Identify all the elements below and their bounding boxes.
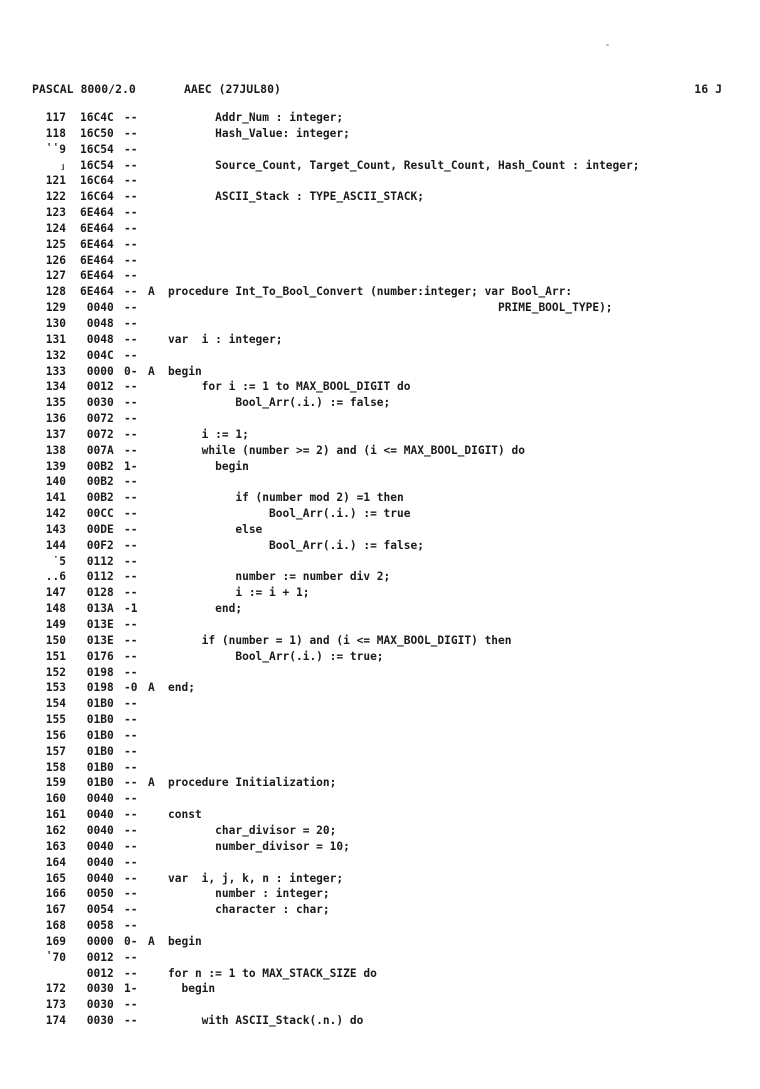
address: 01B0 — [80, 744, 114, 758]
listing-line — [32, 490, 732, 506]
line-number: 123 — [45, 206, 66, 220]
nesting-level: -- — [124, 111, 138, 124]
line-number: ⱼ — [59, 158, 66, 172]
page-header — [32, 80, 722, 98]
source-code: i := 1; — [168, 427, 249, 441]
listing-line — [32, 839, 732, 855]
address: 0040 — [80, 839, 114, 853]
nesting-level: -- — [124, 808, 138, 822]
address: 013E — [80, 633, 114, 647]
listing-line — [32, 807, 732, 823]
address: 0112 — [80, 570, 114, 584]
listing-line — [32, 379, 732, 395]
listing-line — [32, 126, 732, 142]
flag: A — [148, 934, 155, 948]
nesting-level: -- — [124, 903, 138, 917]
nesting-level: -- — [124, 475, 138, 489]
line-number: 152 — [45, 665, 66, 679]
line-number: 143 — [45, 522, 66, 536]
line-number: 148 — [45, 602, 66, 616]
address: 16C64 — [80, 190, 114, 204]
source-code: begin — [168, 364, 202, 378]
nesting-level: -- — [124, 839, 138, 853]
nesting-level: -- — [124, 760, 138, 774]
line-number: 164 — [45, 855, 66, 869]
address: 6E464 — [80, 269, 114, 283]
nesting-level: -- — [124, 427, 138, 441]
nesting-level: -- — [124, 713, 138, 727]
nesting-level: -- — [124, 237, 138, 251]
address: 0040 — [80, 871, 114, 885]
line-number: 147 — [45, 586, 66, 600]
address: 007A — [80, 443, 114, 457]
line-number: 122 — [45, 190, 66, 204]
listing-line — [32, 665, 732, 681]
nesting-level: -- — [124, 316, 138, 330]
listing-line — [32, 332, 732, 348]
listing-line — [32, 1013, 732, 1029]
nesting-level: -- — [124, 126, 138, 140]
listing-line — [32, 633, 732, 649]
line-number: 133 — [45, 364, 66, 378]
listing-line — [32, 617, 732, 633]
address: 0048 — [80, 316, 114, 330]
address: 0050 — [80, 887, 114, 901]
address: 004C — [80, 348, 114, 362]
flag: A — [148, 776, 155, 790]
address: 00B2 — [80, 459, 114, 473]
nesting-level: -- — [124, 871, 138, 885]
address: 01B0 — [80, 776, 114, 790]
address: 0030 — [80, 982, 114, 996]
address: 0176 — [80, 649, 114, 663]
source-code: char_divisor = 20; — [168, 823, 337, 837]
page-number: 16 J — [694, 82, 722, 96]
source-code: Hash_Value: integer; — [168, 126, 350, 140]
line-number: 142 — [45, 507, 66, 521]
nesting-level: -- — [124, 412, 138, 426]
source-code: var i : integer; — [168, 332, 283, 346]
listing-line — [32, 253, 732, 269]
address: 0112 — [80, 554, 114, 568]
source-code: Source_Count, Target_Count, Result_Count, Hash_Count : integer; — [168, 158, 640, 172]
address: 01B0 — [80, 713, 114, 727]
address: 01B0 — [80, 697, 114, 711]
listing-line — [32, 411, 732, 427]
source-listing — [32, 110, 732, 1029]
address: 16C64 — [80, 174, 114, 188]
nesting-level: -- — [124, 728, 138, 742]
line-number: 161 — [45, 808, 66, 822]
source-code: Bool_Arr(.i.) := false; — [168, 538, 424, 552]
line-number: 140 — [45, 475, 66, 489]
nesting-level: -- — [124, 348, 138, 362]
address: 0040 — [80, 808, 114, 822]
listing-line — [32, 142, 732, 158]
source-code: Bool_Arr(.i.) := true — [168, 507, 411, 521]
nesting-level: 1- — [124, 982, 138, 996]
line-number: 159 — [45, 776, 66, 790]
nesting-level: -- — [124, 142, 138, 156]
nesting-level: 1- — [124, 459, 138, 473]
address: 0048 — [80, 332, 114, 346]
nesting-level: -- — [124, 665, 138, 679]
nesting-level: 0- — [124, 364, 138, 378]
compiler-version: PASCAL 8000/2.0 — [32, 82, 136, 96]
source-code: end; — [168, 602, 243, 616]
listing-line — [32, 902, 732, 918]
line-number: 128 — [45, 285, 66, 299]
nesting-level: -- — [124, 855, 138, 869]
nesting-level: -- — [124, 697, 138, 711]
listing-line — [32, 205, 732, 221]
nesting-level: -- — [124, 507, 138, 521]
address: 00B2 — [80, 491, 114, 505]
line-number: ʽ70 — [45, 950, 66, 964]
source-code: begin — [168, 982, 216, 996]
listing-line — [32, 585, 732, 601]
source-code: var i, j, k, n : integer; — [168, 871, 344, 885]
line-number: 139 — [45, 459, 66, 473]
source-code: for i := 1 to MAX_BOOL_DIGIT do — [168, 380, 411, 394]
project-date: AAEC (27JUL80) — [184, 82, 281, 96]
listing-line — [32, 871, 732, 887]
line-number: 126 — [45, 253, 66, 267]
listing-line — [32, 886, 732, 902]
line-number: 130 — [45, 316, 66, 330]
listing-line — [32, 364, 732, 380]
nesting-level: -- — [124, 285, 138, 299]
address: 0058 — [80, 919, 114, 933]
address: 6E464 — [80, 253, 114, 267]
scan-speck — [606, 44, 609, 46]
nesting-level: -- — [124, 538, 138, 552]
nesting-level: -- — [124, 174, 138, 188]
listing-line — [32, 918, 732, 934]
listing-line — [32, 966, 732, 982]
line-number: 150 — [45, 633, 66, 647]
line-number: 117 — [45, 111, 66, 124]
nesting-level: -- — [124, 586, 138, 600]
nesting-level: -- — [124, 792, 138, 806]
source-code: number := number div 2; — [168, 570, 391, 584]
line-number: ˙5 — [52, 554, 66, 568]
listing-line — [32, 950, 732, 966]
address: 0198 — [80, 681, 114, 695]
line-number: 158 — [45, 760, 66, 774]
source-code: const — [168, 808, 202, 822]
line-number: 157 — [45, 744, 66, 758]
address: 6E464 — [80, 285, 114, 299]
listing-line — [32, 696, 732, 712]
line-number: ʽʽ9 — [45, 142, 66, 156]
listing-line — [32, 601, 732, 617]
listing-line — [32, 823, 732, 839]
address: 16C4C — [80, 111, 114, 124]
address: 0040 — [80, 823, 114, 837]
nesting-level: -- — [124, 443, 138, 457]
source-code: while (number >= 2) and (i <= MAX_BOOL_DIGIT) do — [168, 443, 525, 457]
nesting-level: -- — [124, 618, 138, 631]
nesting-level: -- — [124, 396, 138, 410]
listing-line — [32, 649, 732, 665]
nesting-level: -- — [124, 253, 138, 267]
line-number: 162 — [45, 823, 66, 837]
flag: A — [148, 364, 155, 378]
nesting-level: -- — [124, 332, 138, 346]
listing-line — [32, 395, 732, 411]
address: 16C54 — [80, 158, 114, 172]
line-number: 156 — [45, 728, 66, 742]
line-number: 172 — [45, 982, 66, 996]
listing-line — [32, 934, 732, 950]
address: 0040 — [80, 855, 114, 869]
nesting-level: -- — [124, 998, 138, 1012]
source-code: if (number mod 2) =1 then — [168, 491, 404, 505]
address: 00B2 — [80, 475, 114, 489]
nesting-level: -- — [124, 491, 138, 505]
listing-line — [32, 791, 732, 807]
listing-line — [32, 981, 732, 997]
nesting-level: -- — [124, 633, 138, 647]
source-code: Bool_Arr(.i.) := false; — [168, 396, 391, 410]
source-code: begin — [168, 934, 202, 948]
listing-line — [32, 189, 732, 205]
line-number: 144 — [45, 538, 66, 552]
source-code: if (number = 1) and (i <= MAX_BOOL_DIGIT) then — [168, 633, 512, 647]
listing-line — [32, 284, 732, 300]
line-number: 131 — [45, 332, 66, 346]
source-code: for n := 1 to MAX_STACK_SIZE do — [168, 966, 377, 980]
listing-line — [32, 237, 732, 253]
address: 0128 — [80, 586, 114, 600]
source-code: number_divisor = 10; — [168, 839, 350, 853]
address: 6E464 — [80, 221, 114, 235]
address: 0030 — [80, 1014, 114, 1028]
listing-line — [32, 474, 732, 490]
listing-line — [32, 760, 732, 776]
line-number: 149 — [45, 618, 66, 631]
address: 6E464 — [80, 206, 114, 220]
line-number: 154 — [45, 697, 66, 711]
nesting-level: -1 — [124, 602, 138, 616]
line-number: 160 — [45, 792, 66, 806]
nesting-level: 0- — [124, 934, 138, 948]
address: 6E464 — [80, 237, 114, 251]
line-number: 169 — [45, 934, 66, 948]
source-code: Bool_Arr(.i.) := true; — [168, 649, 384, 663]
source-code: number : integer; — [168, 887, 330, 901]
source-code: with ASCII_Stack(.n.) do — [168, 1014, 364, 1028]
line-number: 129 — [45, 301, 66, 315]
nesting-level: -- — [124, 522, 138, 536]
address: 01B0 — [80, 728, 114, 742]
line-number: 151 — [45, 649, 66, 663]
address: 0012 — [80, 380, 114, 394]
nesting-level: -- — [124, 380, 138, 394]
address: 16C54 — [80, 142, 114, 156]
nesting-level: -- — [124, 554, 138, 568]
nesting-level: -- — [124, 570, 138, 584]
address: 01B0 — [80, 760, 114, 774]
source-code: ASCII_Stack : TYPE_ASCII_STACK; — [168, 190, 424, 204]
line-number: 127 — [45, 269, 66, 283]
listing-line — [32, 173, 732, 189]
listing-line — [32, 268, 732, 284]
address: 0198 — [80, 665, 114, 679]
line-number: 118 — [45, 126, 66, 140]
source-code: begin — [168, 459, 249, 473]
nesting-level: -- — [124, 950, 138, 964]
listing-line — [32, 221, 732, 237]
line-number: 141 — [45, 491, 66, 505]
address: 0000 — [80, 934, 114, 948]
line-number: 155 — [45, 713, 66, 727]
line-number: 132 — [45, 348, 66, 362]
line-number: 174 — [45, 1014, 66, 1028]
line-number: 166 — [45, 887, 66, 901]
nesting-level: -- — [124, 776, 138, 790]
line-number: 138 — [45, 443, 66, 457]
nesting-level: -- — [124, 919, 138, 933]
nesting-level: -- — [124, 206, 138, 220]
listing-line — [32, 316, 732, 332]
nesting-level: -- — [124, 301, 138, 315]
listing-line — [32, 158, 732, 174]
line-number: 124 — [45, 221, 66, 235]
line-number: 168 — [45, 919, 66, 933]
address: 0072 — [80, 427, 114, 441]
nesting-level: -- — [124, 221, 138, 235]
nesting-level: -- — [124, 1014, 138, 1028]
listing-line — [32, 427, 732, 443]
line-number: 135 — [45, 396, 66, 410]
source-code: end; — [168, 681, 195, 695]
listing-line — [32, 443, 732, 459]
address: 013E — [80, 618, 114, 631]
nesting-level: -- — [124, 649, 138, 663]
address: 00CC — [80, 507, 114, 521]
nesting-level: -- — [124, 269, 138, 283]
listing-line — [32, 538, 732, 554]
nesting-level: -0 — [124, 681, 138, 695]
line-number: 137 — [45, 427, 66, 441]
address: 00DE — [80, 522, 114, 536]
nesting-level: -- — [124, 744, 138, 758]
listing-line — [32, 744, 732, 760]
address: 16C50 — [80, 126, 114, 140]
listing-line — [32, 300, 732, 316]
listing-line — [32, 506, 732, 522]
line-number: 165 — [45, 871, 66, 885]
listing-line — [32, 554, 732, 570]
line-number: 121 — [45, 174, 66, 188]
source-code: Addr_Num : integer; — [168, 111, 344, 124]
nesting-level: -- — [124, 190, 138, 204]
line-number: 173 — [45, 998, 66, 1012]
listing-line — [32, 110, 732, 126]
source-code: else — [168, 522, 263, 536]
address: 0054 — [80, 903, 114, 917]
listing-line — [32, 728, 732, 744]
line-number: 125 — [45, 237, 66, 251]
line-number: 167 — [45, 903, 66, 917]
listing-line — [32, 680, 732, 696]
address: 0040 — [80, 301, 114, 315]
listing-line — [32, 855, 732, 871]
source-code: PRIME_BOOL_TYPE); — [168, 301, 613, 315]
line-number: 153 — [45, 681, 66, 695]
nesting-level: -- — [124, 158, 138, 172]
address: 013A — [80, 602, 114, 616]
address: 0030 — [80, 998, 114, 1012]
line-number: 136 — [45, 412, 66, 426]
address: 0000 — [80, 364, 114, 378]
address: 0040 — [80, 792, 114, 806]
flag: A — [148, 285, 155, 299]
listing-line — [32, 459, 732, 475]
listing-line — [32, 348, 732, 364]
listing-line — [32, 775, 732, 791]
line-number: 163 — [45, 839, 66, 853]
source-code: procedure Int_To_Bool_Convert (number:integer; var Bool_Arr: — [168, 285, 573, 299]
address: 0012 — [80, 950, 114, 964]
address: 0012 — [80, 966, 114, 980]
source-code: character : char; — [168, 903, 330, 917]
source-code: i := i + 1; — [168, 586, 310, 600]
address: 0030 — [80, 396, 114, 410]
nesting-level: -- — [124, 887, 138, 901]
line-number: ..6 — [45, 570, 66, 584]
nesting-level: -- — [124, 966, 138, 980]
nesting-level: -- — [124, 823, 138, 837]
listing-line — [32, 569, 732, 585]
line-number: 134 — [45, 380, 66, 394]
source-code: procedure Initialization; — [168, 776, 337, 790]
address: 00F2 — [80, 538, 114, 552]
flag: A — [148, 681, 155, 695]
listing-line — [32, 712, 732, 728]
listing-line — [32, 522, 732, 538]
listing-line — [32, 997, 732, 1013]
address: 0072 — [80, 412, 114, 426]
